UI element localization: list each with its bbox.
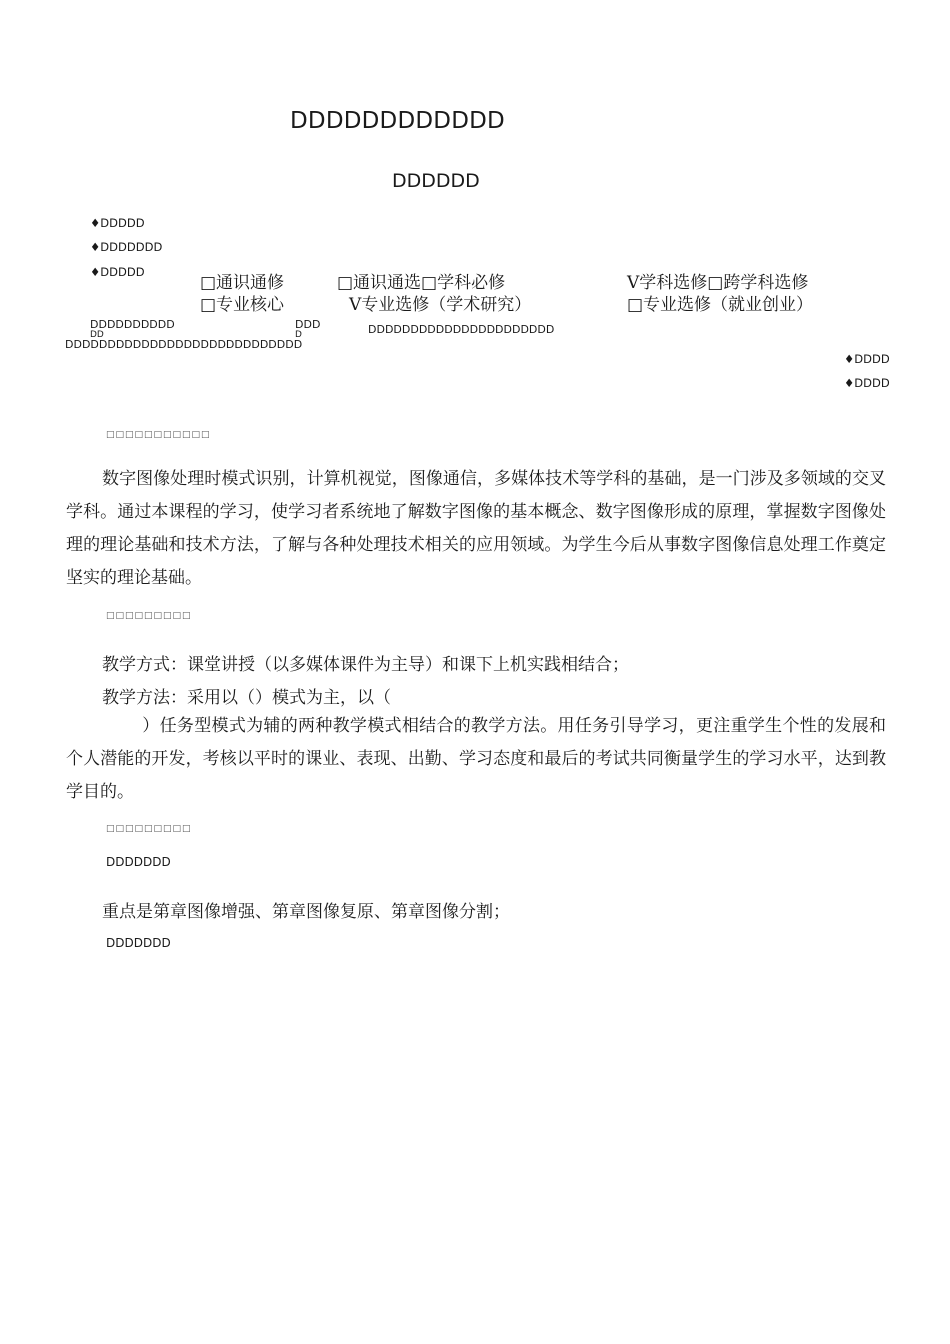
teaching-mode-line: 教学方式：课堂讲授（以多媒体课件为主导）和课下上机实践相结合； [102, 655, 629, 675]
key-points-line: 重点是第章图像增强、第章图像复原、第章图像分割； [102, 902, 510, 922]
meta-line-2: ♦DDDDDDD [90, 240, 163, 254]
info-field-a-overflow: DD [90, 330, 104, 340]
info-field-b: DDD [295, 318, 321, 331]
right-meta-1: ♦DDDD [844, 352, 890, 366]
teaching-method-line: 教学方法：采用以（）模式为主，以（ [102, 688, 391, 708]
course-type-major-core: □专业核心 [200, 295, 285, 315]
course-type-discipline-elective: V学科选修□跨学科选修 [627, 273, 809, 293]
course-description-paragraph [66, 463, 886, 595]
course-type-general-required: □通识通修 [200, 273, 285, 293]
info-field-b-overflow: D [295, 330, 302, 340]
meta-line-1: ♦DDDDD [90, 216, 145, 230]
course-type-major-elective-career: □专业选修（就业创业） [627, 295, 814, 315]
info-field-c: DDDDDDDDDDDDDDDDDDDDDD [368, 323, 555, 336]
course-description-text: 数字图像处理时模式识别，计算机视觉，图像通信，多媒体技术等学科的基础，是一门涉及多领域的交叉学科。通过本课程的学习，使学习者系统地了解数字图像的基本概念、数字图像形成的原理，掌握数字图像处理的理论基础和技术方法，了解与各种处理技术相关的应用领域。为学生今后从事数字图像信息处理工作奠定坚实的理论基础。 [66, 469, 886, 588]
sub-heading-difficulties: DDDDDDD [106, 936, 171, 950]
right-meta-2: ♦DDDD [844, 376, 890, 390]
document-subtitle: DDDDDD [392, 170, 480, 192]
document-title: DDDDDDDDDDDD [290, 108, 505, 134]
section-heading-course-description: □□□□□□□□□□□ [106, 430, 211, 440]
section-heading-key-points: □□□□□□□□□ [106, 824, 192, 834]
info-field-d: DDDDDDDDDDDDDDDDDDDDDDDDDDDD [65, 338, 303, 351]
meta-line-3: ♦DDDDD [90, 265, 145, 279]
teaching-method-paragraph [66, 710, 886, 809]
sub-heading-key-points: DDDDDDD [106, 855, 171, 869]
course-type-general-elective: □通识通选□学科必修 [337, 273, 506, 293]
teaching-method-text: ）任务型模式为辅的两种教学模式相结合的教学方法。用任务引导学习，更注重学生个性的发展和个人潜能的开发，考核以平时的课业、表现、出勤、学习态度和最后的考试共同衡量学生的学习水平，达到教学目的。 [66, 716, 886, 802]
info-field-a: DDDDDDDDDD [90, 318, 175, 331]
section-heading-teaching: □□□□□□□□□ [106, 611, 192, 621]
course-type-major-elective-research: V专业选修（学术研究） [349, 295, 532, 315]
